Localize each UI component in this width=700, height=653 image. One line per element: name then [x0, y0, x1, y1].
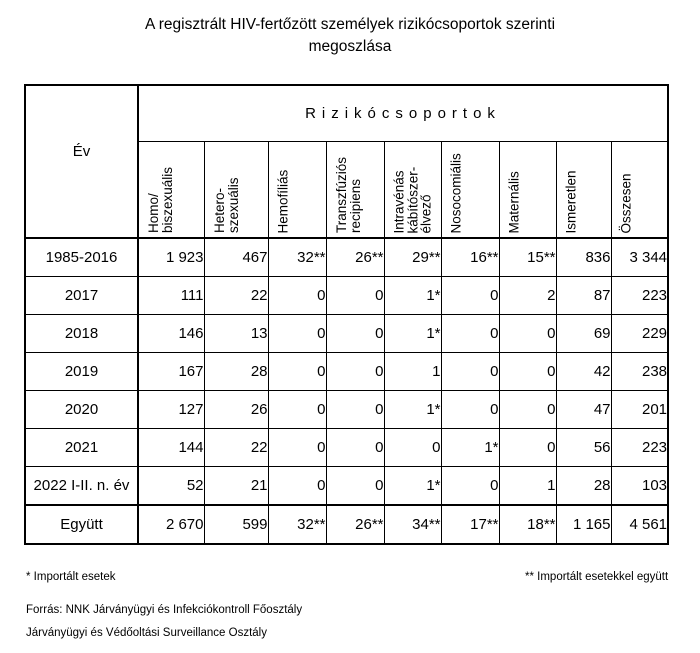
table-cell: 42 [556, 353, 611, 391]
total-row [25, 505, 668, 544]
column-header [384, 142, 441, 239]
column-header [268, 142, 326, 239]
table-cell: 1* [384, 391, 441, 429]
table-cell: 0 [499, 391, 556, 429]
table-cell: 144 [138, 429, 204, 467]
column-header-label: Nosocomiális [448, 152, 464, 233]
table-row [25, 429, 668, 467]
total-cell: 32** [268, 505, 326, 544]
table-cell: 0 [268, 315, 326, 353]
table-cell: 29** [384, 238, 441, 277]
total-cell: 26** [326, 505, 384, 544]
row-year: 2018 [25, 315, 138, 353]
table-cell: 0 [384, 429, 441, 467]
table-cell: 13 [204, 315, 268, 353]
table-cell: 16** [441, 238, 499, 277]
table-cell: 238 [611, 353, 668, 391]
column-header-label: Transzfúziós recipiens [333, 156, 362, 233]
total-cell: 18** [499, 505, 556, 544]
total-cell: 34** [384, 505, 441, 544]
table-cell: 0 [441, 277, 499, 315]
table-cell: 1 [384, 353, 441, 391]
table-cell: 15** [499, 238, 556, 277]
table-row [25, 315, 668, 353]
table-cell: 28 [556, 467, 611, 506]
table-cell: 0 [326, 277, 384, 315]
table-cell: 26** [326, 238, 384, 277]
title-line-2: megoszlása [308, 38, 392, 55]
table-cell: 229 [611, 315, 668, 353]
table-cell: 56 [556, 429, 611, 467]
table-cell: 32** [268, 238, 326, 277]
table-cell: 1 [499, 467, 556, 506]
table-cell: 0 [326, 315, 384, 353]
table-cell: 1* [384, 315, 441, 353]
table-cell: 69 [556, 315, 611, 353]
total-cell: 1 165 [556, 505, 611, 544]
table-cell: 127 [138, 391, 204, 429]
column-header [556, 142, 611, 239]
table-cell: 1* [384, 277, 441, 315]
column-header-label: Hemofíliás [275, 169, 291, 233]
table-row [25, 353, 668, 391]
row-year: 2019 [25, 353, 138, 391]
table-cell: 26 [204, 391, 268, 429]
table-cell: 223 [611, 429, 668, 467]
table-cell: 0 [268, 467, 326, 506]
title-line-1: A regisztrált HIV-fertőzött személyek rizikócsoportok szerinti [144, 16, 556, 33]
table-cell: 201 [611, 391, 668, 429]
table-cell: 0 [268, 277, 326, 315]
table-cell: 0 [326, 353, 384, 391]
column-header-label: Maternális [506, 170, 522, 233]
row-year: 2022 I-II. n. év [25, 467, 138, 506]
column-header [499, 142, 556, 239]
table-cell: 0 [499, 353, 556, 391]
table-cell: 2 [499, 277, 556, 315]
table-row [25, 238, 668, 277]
table-cell: 1 923 [138, 238, 204, 277]
column-header [204, 142, 268, 239]
total-cell: 599 [204, 505, 268, 544]
table-cell: 1* [384, 467, 441, 506]
table-cell: 0 [441, 353, 499, 391]
table-cell: 1* [441, 429, 499, 467]
table-cell: 167 [138, 353, 204, 391]
footnote-single: * Importált esetek [26, 571, 116, 583]
footnote-double: ** Importált esetekkel együtt [525, 571, 669, 583]
table-cell: 0 [268, 353, 326, 391]
year-header: Év [25, 85, 138, 238]
table-cell: 836 [556, 238, 611, 277]
table-cell: 22 [204, 277, 268, 315]
column-header [611, 142, 668, 239]
row-year: 1985-2016 [25, 238, 138, 277]
table-cell: 0 [499, 429, 556, 467]
total-cell: 2 670 [138, 505, 204, 544]
table-cell: 47 [556, 391, 611, 429]
total-cell: 4 561 [611, 505, 668, 544]
column-header-label: Ismeretlen [563, 169, 579, 233]
table-cell: 0 [326, 467, 384, 506]
table-cell: 111 [138, 277, 204, 315]
table-cell: 0 [441, 391, 499, 429]
table-cell: 0 [268, 429, 326, 467]
column-header [138, 142, 204, 239]
table-cell: 0 [326, 429, 384, 467]
row-year: 2020 [25, 391, 138, 429]
column-header [326, 142, 384, 239]
column-header-label: Homo/ biszexuális [146, 166, 175, 233]
table-cell: 52 [138, 467, 204, 506]
column-header [441, 142, 499, 239]
table-row [25, 391, 668, 429]
table-cell: 21 [204, 467, 268, 506]
column-header-label: Hetero- szexuális [211, 177, 240, 233]
risk-group-table [24, 84, 669, 545]
table-cell: 22 [204, 429, 268, 467]
table-title [0, 14, 700, 58]
risk-group-header: Rizikócsoportok [138, 85, 668, 142]
table-cell: 103 [611, 467, 668, 506]
column-header-label: Összesen [618, 172, 634, 233]
total-cell: 17** [441, 505, 499, 544]
table-cell: 3 344 [611, 238, 668, 277]
table-cell: 0 [441, 467, 499, 506]
table-cell: 467 [204, 238, 268, 277]
table-row [25, 277, 668, 315]
table-cell: 0 [499, 315, 556, 353]
table-cell: 146 [138, 315, 204, 353]
table-cell: 28 [204, 353, 268, 391]
row-year: 2021 [25, 429, 138, 467]
table-row [25, 467, 668, 506]
source-line-2: Járványügyi és Védőoltási Surveillance Osztály [26, 627, 267, 639]
total-label: Együtt [25, 505, 138, 544]
column-header-label: Intravénás kábítószer- élvező [391, 166, 434, 233]
table-cell: 0 [326, 391, 384, 429]
table-cell: 0 [441, 315, 499, 353]
table-cell: 87 [556, 277, 611, 315]
table-cell: 0 [268, 391, 326, 429]
row-year: 2017 [25, 277, 138, 315]
table-cell: 223 [611, 277, 668, 315]
source-line-1: Forrás: NNK Járványügyi és Infekciókontroll Főosztály [26, 604, 303, 616]
